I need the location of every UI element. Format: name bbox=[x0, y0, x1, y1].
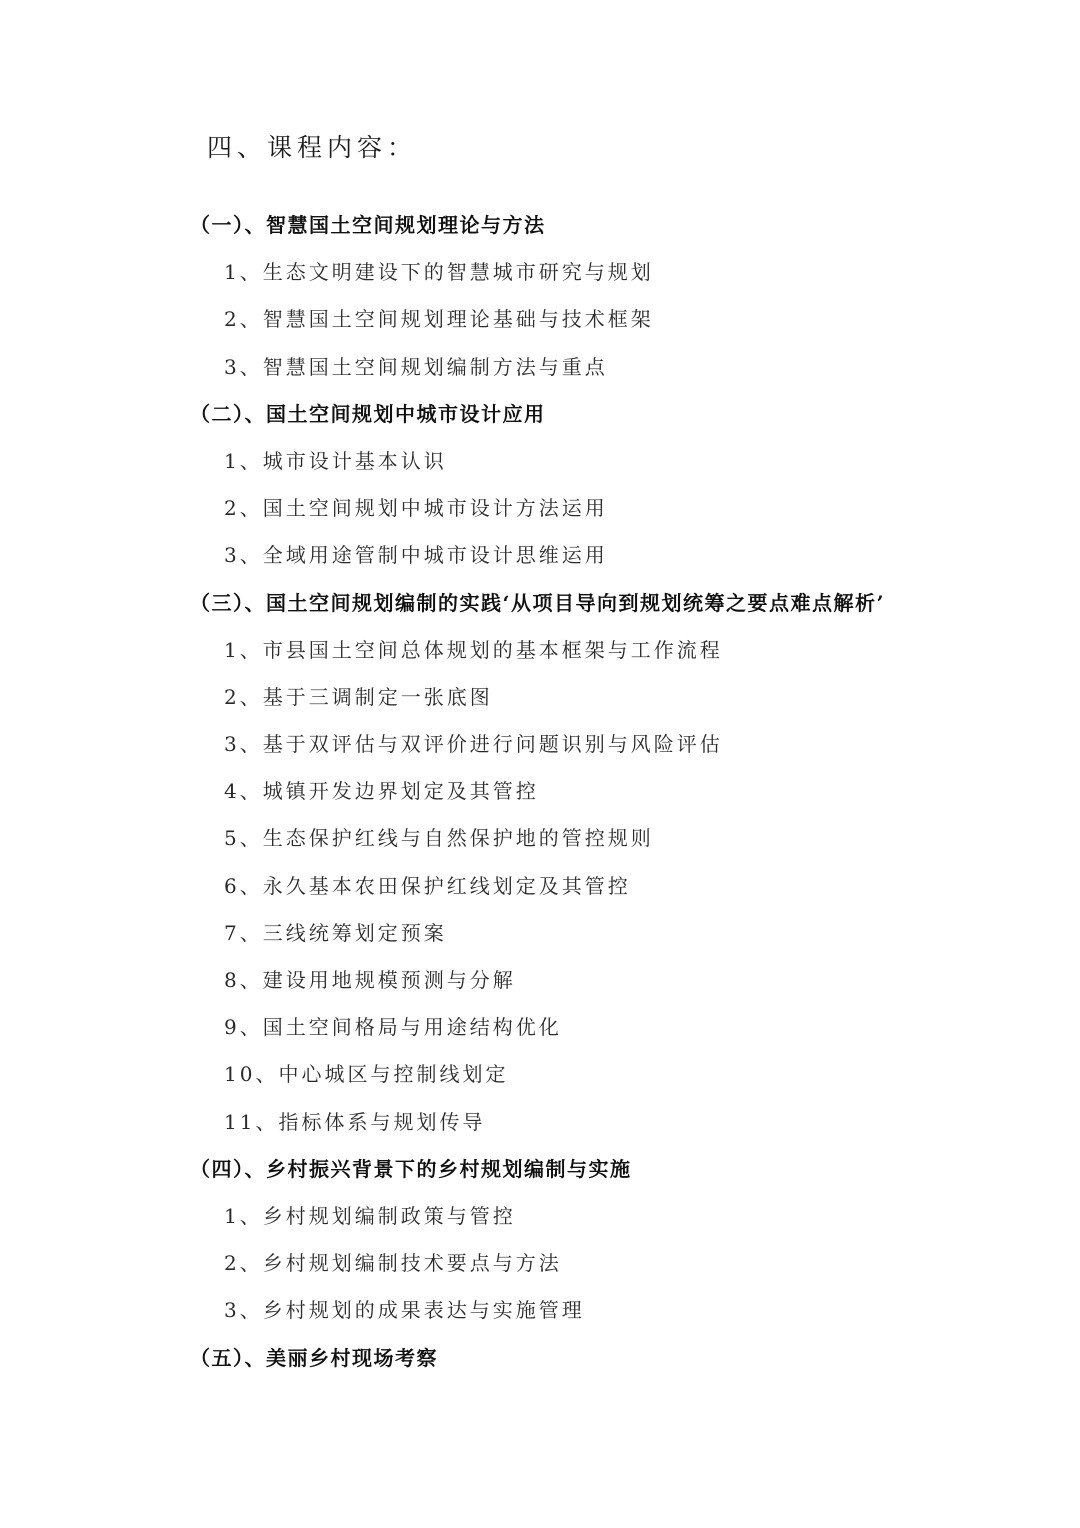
list-item: 3、全域用途管制中城市设计思维运用 bbox=[224, 543, 608, 568]
list-item: 11、指标体系与规划传导 bbox=[224, 1109, 486, 1134]
list-item: 2、智慧国土空间规划理论基础与技术框架 bbox=[224, 307, 654, 332]
list-item: 1、乡村规划编制政策与管控 bbox=[224, 1203, 516, 1228]
list-item: 1、生态文明建设下的智慧城市研究与规划 bbox=[224, 260, 654, 285]
list-item: 1、城市设计基本认识 bbox=[224, 448, 447, 473]
list-item: 6、永久基本农田保护红线划定及其管控 bbox=[224, 873, 631, 898]
list-item: 9、国土空间格局与用途结构优化 bbox=[224, 1015, 562, 1040]
list-item: 10、中心城区与控制线划定 bbox=[224, 1062, 509, 1087]
list-item: 2、国土空间规划中城市设计方法运用 bbox=[224, 496, 608, 521]
section-heading: （二）、国土空间规划中城市设计应用 bbox=[190, 401, 546, 426]
list-item: 3、智慧国土空间规划编制方法与重点 bbox=[224, 354, 608, 379]
list-item: 8、建设用地规模预测与分解 bbox=[224, 968, 516, 992]
list-item: 3、基于双评估与双评价进行问题识别与风险评估 bbox=[224, 732, 723, 757]
list-item: 1、市县国土空间总体规划的基本框架与工作流程 bbox=[224, 637, 723, 662]
course-content-list bbox=[0, 202, 1080, 1382]
list-item: 5、生态保护红线与自然保护地的管控规则 bbox=[224, 826, 654, 851]
section-heading: （一）、智慧国土空间规划理论与方法 bbox=[190, 213, 546, 237]
list-item: 3、乡村规划的成果表达与实施管理 bbox=[224, 1298, 585, 1323]
section-heading: （五）、美丽乡村现场考察 bbox=[190, 1345, 438, 1370]
list-item: 2、乡村规划编制技术要点与方法 bbox=[224, 1251, 562, 1276]
list-item: 4、城镇开发边界划定及其管控 bbox=[224, 779, 539, 804]
page-title: 四、课程内容： bbox=[207, 133, 418, 162]
section-heading: （四）、乡村振兴背景下的乡村规划编制与实施 bbox=[190, 1156, 632, 1181]
list-item: 7、三线统筹划定预案 bbox=[224, 920, 447, 945]
list-item: 2、基于三调制定一张底图 bbox=[224, 684, 493, 709]
section-heading: （三）、国土空间规划编制的实践‘从项目导向到规划统筹之要点难点解析’ bbox=[190, 590, 885, 615]
